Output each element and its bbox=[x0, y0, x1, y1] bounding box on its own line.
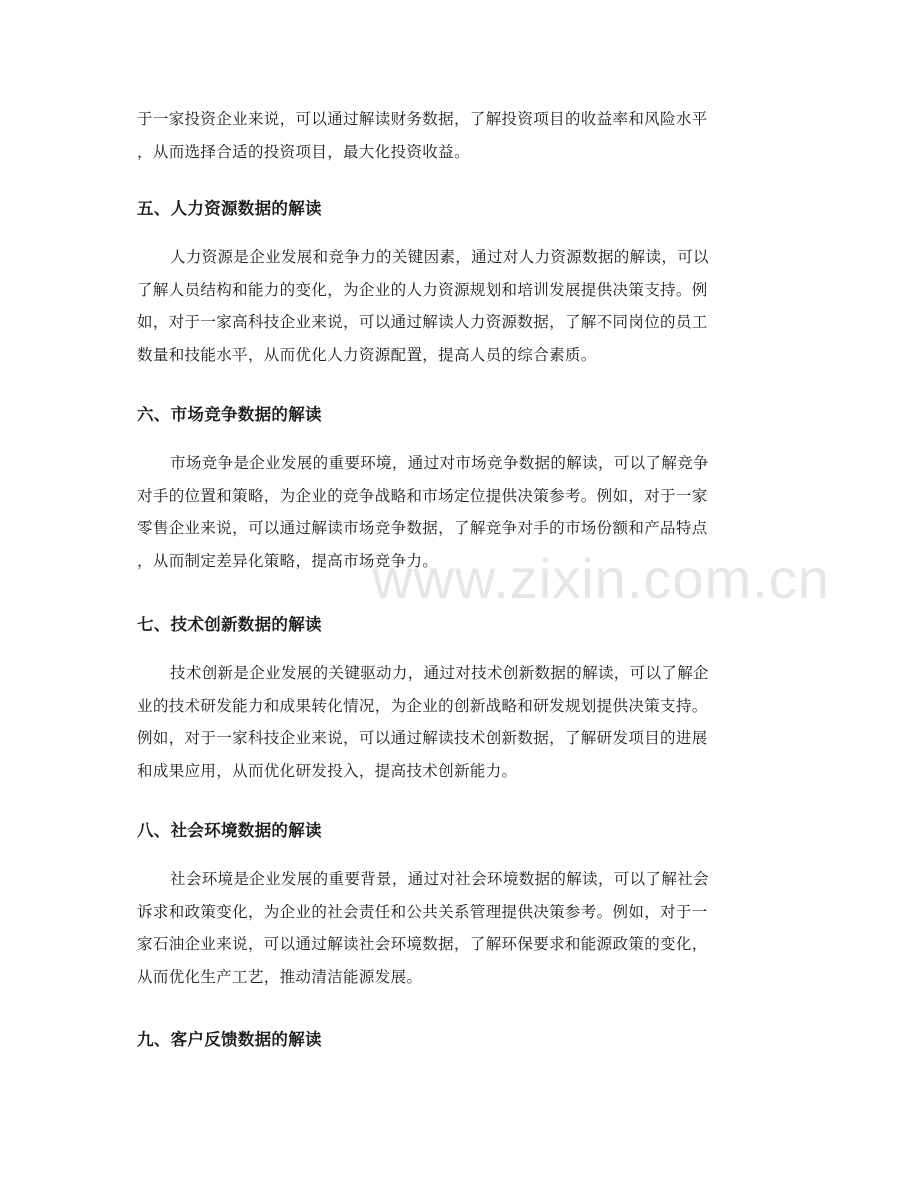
section-heading-5 bbox=[137, 197, 787, 221]
intro-paragraph bbox=[137, 103, 787, 168]
paragraph-line: 对手的位置和策略，为企业的竞争战略和市场定位提供决策参考。例如，对于一家 bbox=[137, 486, 708, 505]
paragraph-line: 社会环境是企业发展的重要背景，通过对社会环境数据的解读，可以了解社会 bbox=[170, 870, 709, 888]
paragraph-line: 诉求和政策变化，为企业的社会责任和公共关系管理提供决策参考。例如，对于一 bbox=[137, 902, 708, 921]
paragraph-line: 人力资源是企业发展和竞争力的关键因素，通过对人力资源数据的解读，可以 bbox=[170, 248, 709, 266]
paragraph-line: ，从而制定差异化策略，提高市场竞争力。 bbox=[137, 551, 439, 570]
section-heading-8 bbox=[137, 819, 787, 843]
paragraph-line: 市场竞争是企业发展的重要环境，通过对市场竞争数据的解读，可以了解竞争 bbox=[170, 454, 709, 472]
paragraph-line: 家石油企业来说，可以通过解读社会环境数据，了解环保要求和能源政策的变化， bbox=[137, 935, 708, 953]
paragraph-line: 了解人员结构和能力的变化，为企业的人力资源规划和培训发展提供决策支持。例 bbox=[137, 280, 708, 299]
paragraph-line: 和成果应用，从而优化研发投入，提高技术创新能力。 bbox=[137, 761, 518, 780]
section-title: 七、技术创新数据的解读 bbox=[137, 615, 322, 634]
paragraph-line: 技术创新是企业发展的关键驱动力，通过对技术创新数据的解读，可以了解企 bbox=[170, 664, 709, 682]
section-heading-6 bbox=[137, 403, 787, 427]
watermark: www.zixin.com.cn bbox=[372, 547, 830, 610]
paragraph-line: 如，对于一家高科技企业来说，可以通过解读人力资源数据，了解不同岗位的员工 bbox=[137, 313, 708, 331]
section-title: 五、人力资源数据的解读 bbox=[137, 199, 322, 218]
paragraph-line: 零售企业来说，可以通过解读市场竞争数据，了解竞争对手的市场份额和产品特点 bbox=[137, 519, 708, 537]
section-title: 八、社会环境数据的解读 bbox=[137, 821, 322, 840]
section-paragraph-8 bbox=[137, 863, 787, 993]
section-paragraph-7 bbox=[137, 657, 787, 787]
paragraph-line: 于一家投资企业来说，可以通过解读财务数据，了解投资项目的收益率和风险水平 bbox=[137, 110, 708, 128]
paragraph-line: 例如，对于一家科技企业来说，可以通过解读技术创新数据，了解研发项目的进展 bbox=[137, 729, 708, 747]
section-heading-7 bbox=[137, 613, 787, 637]
section-title: 九、客户反馈数据的解读 bbox=[137, 1030, 322, 1049]
paragraph-line: 数量和技能水平，从而优化人力资源配置，提高人员的综合素质。 bbox=[137, 345, 597, 364]
paragraph-line: ，从而选择合适的投资项目，最大化投资收益。 bbox=[137, 142, 470, 161]
section-paragraph-6 bbox=[137, 447, 787, 577]
paragraph-line: 业的技术研发能力和成果转化情况，为企业的创新战略和研发规划提供决策支持。 bbox=[137, 696, 708, 715]
paragraph-line: 从而优化生产工艺，推动清洁能源发展。 bbox=[137, 967, 423, 986]
section-title: 六、市场竞争数据的解读 bbox=[137, 405, 322, 424]
section-heading-9 bbox=[137, 1028, 787, 1052]
section-paragraph-5 bbox=[137, 241, 787, 371]
